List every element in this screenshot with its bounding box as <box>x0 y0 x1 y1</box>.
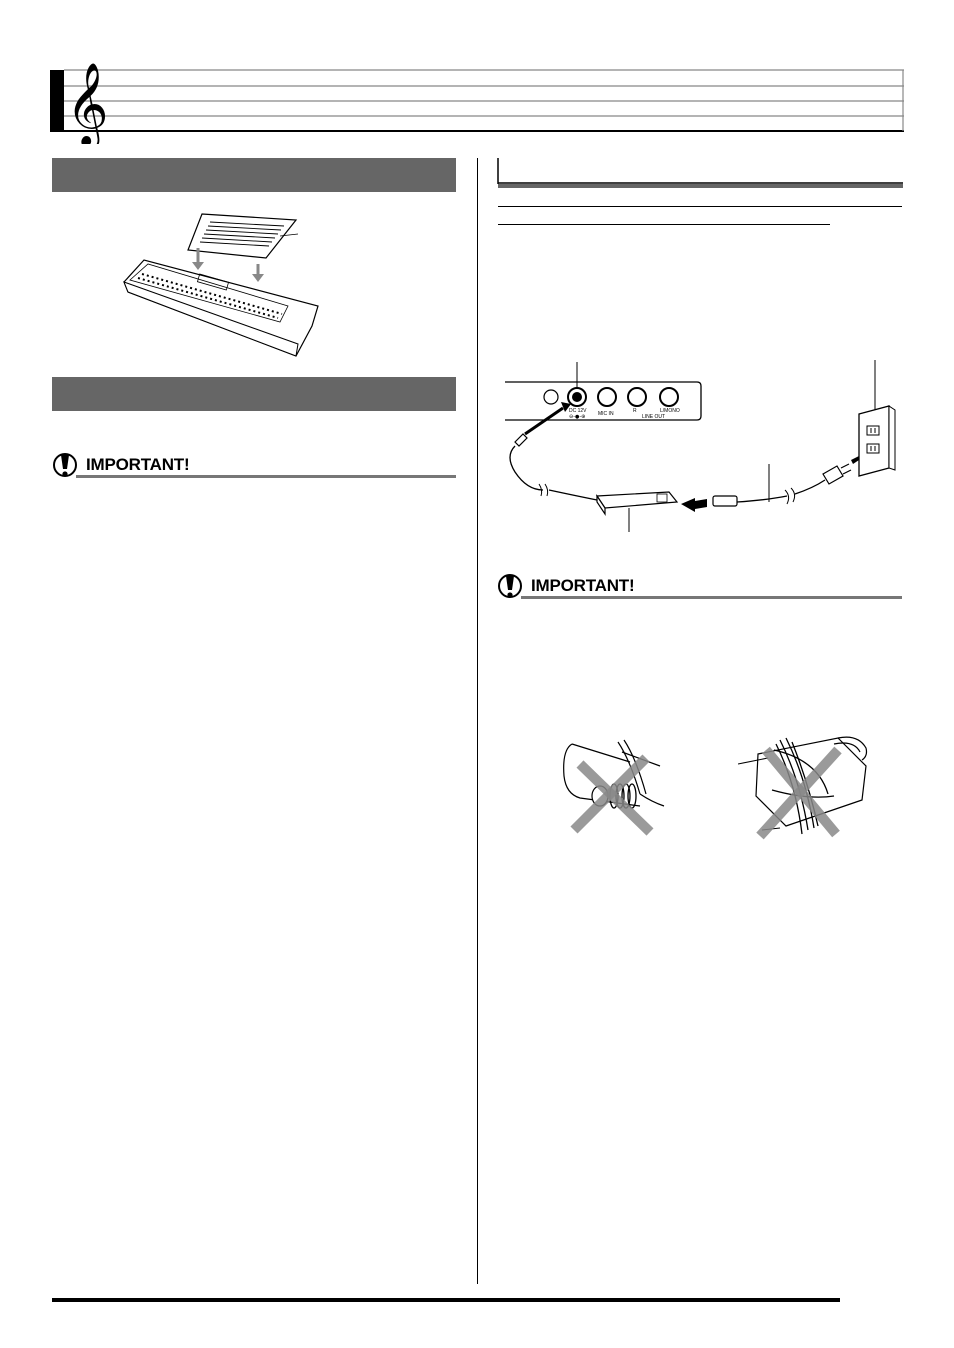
jack-label-r: R <box>633 408 637 414</box>
jack-label-lineout: LINE OUT <box>642 414 666 420</box>
keyboard-music-stand-illustration <box>118 206 328 366</box>
dc-polarity-icon: ⊖-●-⊕ <box>569 414 586 420</box>
jack-label-lmono: L/MONO <box>660 408 680 414</box>
important-label-right: IMPORTANT! <box>531 576 635 595</box>
footer-rule <box>52 1298 840 1302</box>
header-staff <box>50 60 904 144</box>
important-label-left: IMPORTANT! <box>86 455 190 474</box>
jack-label-dc: DC 12V <box>569 408 587 414</box>
section-heading-box-ac-adaptor <box>497 158 903 188</box>
treble-clef-icon: 𝄞 <box>66 61 109 144</box>
section-bar-music-stand <box>52 158 456 192</box>
jack-label-mic: MIC IN <box>598 411 614 417</box>
section-bar-power <box>52 377 456 411</box>
column-divider <box>477 158 478 1284</box>
cord-wrap-prohibited-illustration <box>738 730 870 842</box>
important-rule-right <box>521 596 902 599</box>
ac-adaptor-connection-illustration <box>497 356 902 536</box>
important-rule-left <box>76 475 456 478</box>
cord-bend-prohibited-illustration <box>560 736 670 836</box>
subheading-rule-top <box>498 206 902 207</box>
subheading-rule-bottom <box>498 224 830 225</box>
